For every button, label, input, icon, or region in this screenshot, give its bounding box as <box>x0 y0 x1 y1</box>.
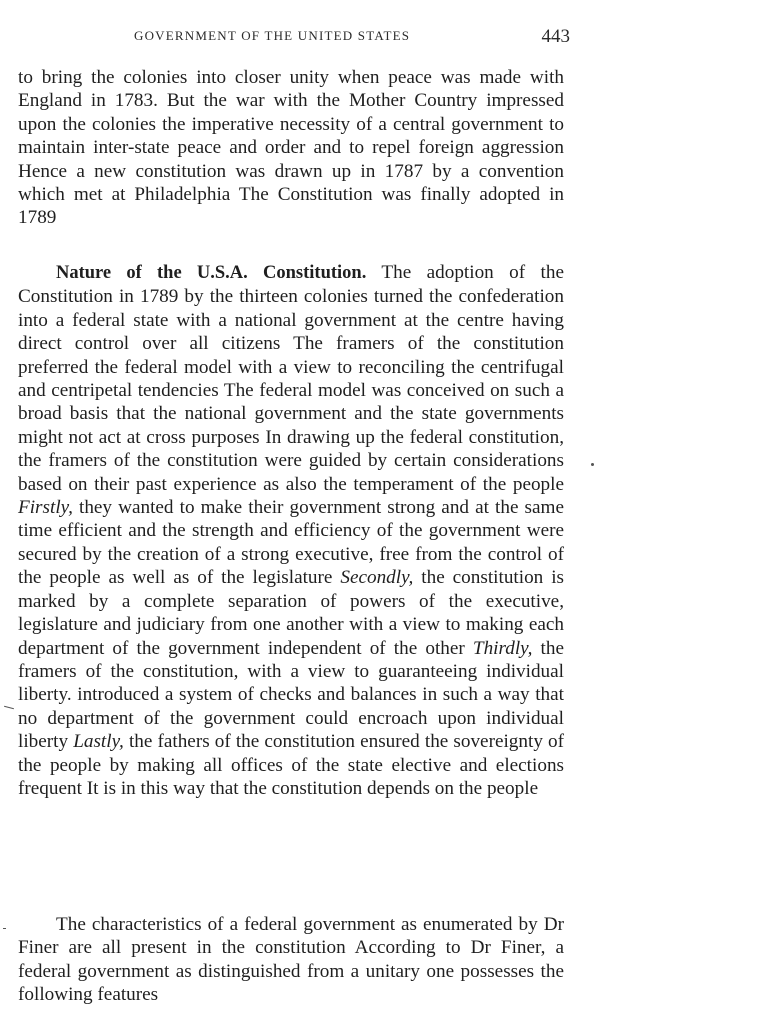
page-number: 443 <box>541 26 570 47</box>
paragraph-text-part-5: the fathers of the constitution ensured the sovereignty of the people by making all offices of the state elective and elections frequent It is in this way that the constitution depends on the people <box>18 731 564 799</box>
margin-dash <box>3 928 6 929</box>
emphasis-secondly: Secondly, <box>340 567 414 589</box>
paragraph-text: The characteristics of a federal government as enumerated by Dr Finer are all present in the constitution According to Dr Finer, a federal government as distinguished from a unitary one possesses the following features <box>18 914 564 1006</box>
scan-speck <box>591 463 594 466</box>
paragraph-body <box>18 261 564 800</box>
paragraph-text-part-2: they wanted to make their government strong and at the same time efficient and the strength and efficiency of the government were secured by the creation of a strong executive, free from the control of the people as well as of the legislature <box>18 497 564 589</box>
paragraph-text: to bring the colonies into closer unity when peace was made with England in 1783. But the war with the Mother Country impressed upon the colonies the imperative necessity of a central government to maintain inter-state peace and order and to repel foreign aggression Hence a new constitution was drawn up in 1787 by a convention which met at Philadelphia The Constitution was finally adopted in 1789 <box>18 67 564 229</box>
emphasis-thirdly: Thirdly, <box>472 637 533 659</box>
paragraph-nature-of-constitution <box>18 261 564 800</box>
paragraph-text-part-3: the constitution is marked by a complete separation of powers of the executive, legislature and judiciary from one another with a view to making each department of the government independent of the other <box>18 567 564 659</box>
emphasis-lastly: Lastly, <box>73 731 124 753</box>
side-heading: Nature of the U.S.A. Constitution. <box>56 263 367 283</box>
running-title: GOVERNMENT OF THE UNITED STATES <box>134 28 411 43</box>
paragraph-continuation <box>18 66 564 230</box>
paragraph-text-part-1: The adoption of the Constitution in 1789 by the thirteen colonies turned the confederation into a federal state with a national government at the centre having direct control over all citizens The framers of the constitution preferred the federal model with a view to reconciling the centrifugal and centripetal tendencies The federal model was conceived on such a broad basis that the national government and the state governments might not act at cross purposes In drawing up the federal constitution, the framers of the constitution were guided by certain considerations based on their past experience as also the temperament of the people <box>18 262 565 495</box>
margin-tick <box>4 706 14 709</box>
paragraph-text-part-4: the framers of the constitution, with a view to guaranteeing individual liberty. introduced a system of checks and balances in such a way that no department of the government could encroach upon individual liberty <box>18 637 564 753</box>
emphasis-firstly: Firstly, <box>18 497 73 519</box>
running-head <box>18 24 570 48</box>
paragraph-finer-characteristics <box>18 913 564 1007</box>
